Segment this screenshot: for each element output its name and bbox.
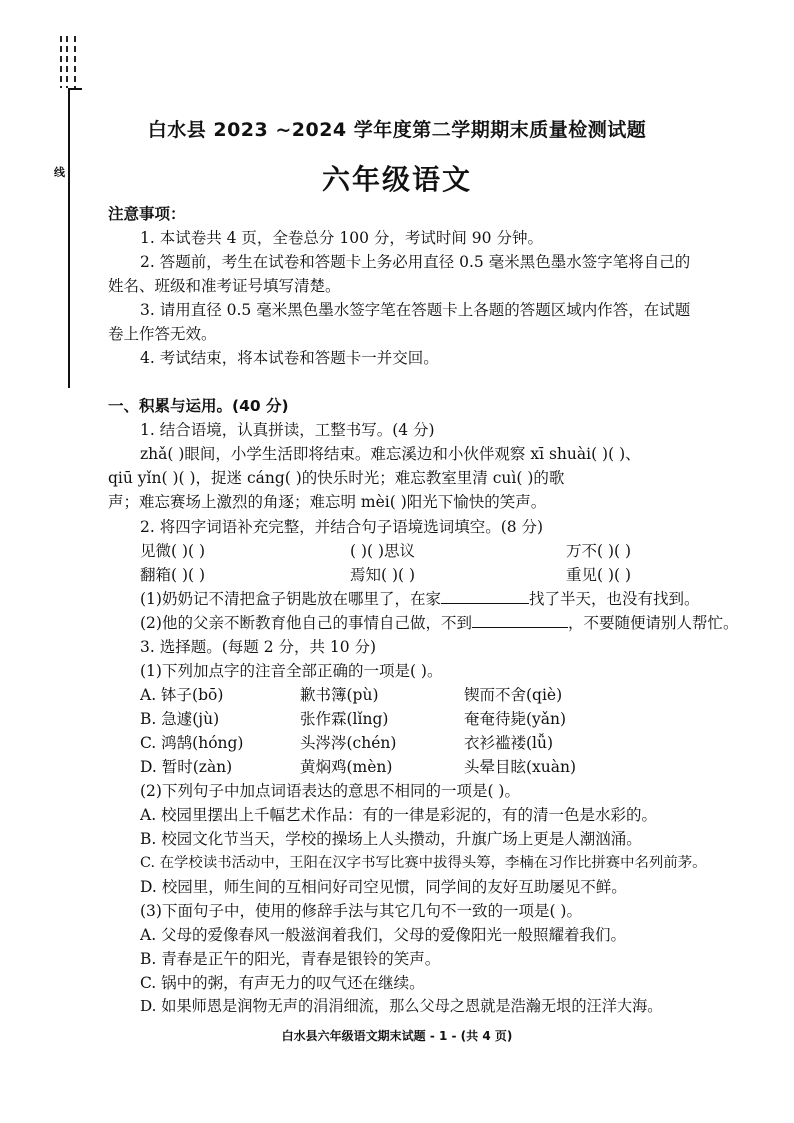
q2-idiom: 翻箱( )( ) bbox=[140, 566, 206, 584]
q2-idiom: ( )( )思议 bbox=[350, 542, 416, 560]
q3-1-option-d: 黄焖鸡(mèn) bbox=[300, 758, 393, 776]
q3-2-option-d: D. 校园里，师生间的互相问好司空见惯，同学间的友好互助屡见不鲜。 bbox=[140, 878, 627, 896]
margin-dash-line bbox=[66, 36, 68, 88]
q1-line-1: zhǎ( )眼间，小学生活即将结束。难忘溪边和小伙伴观察 xī shuài( )( )、 bbox=[140, 445, 641, 463]
note-4: 4. 考试结束，将本试卷和答题卡一并交回。 bbox=[140, 349, 439, 367]
q3-3-option-a: A. 父母的爱像春风一般滋润着我们，父母的爱像阳光一般照耀着我们。 bbox=[140, 926, 627, 944]
q2-sentence-2 bbox=[140, 611, 738, 633]
q3-1-option-d: 头晕目眩(xuàn) bbox=[464, 758, 577, 776]
exam-subject: 六年级语文 bbox=[321, 163, 472, 196]
margin-dash-line bbox=[74, 36, 76, 88]
q1-line-3: 声；难忘赛场上激烈的角逐；难忘明 mèi( )阳光下愉快的笑声。 bbox=[108, 493, 547, 511]
note-1: 1. 本试卷共 4 页，全卷总分 100 分，考试时间 90 分钟。 bbox=[140, 229, 543, 247]
q2-sentence-1 bbox=[140, 587, 699, 609]
margin-dash-line bbox=[60, 36, 62, 88]
note-2: 2. 答题前，考生在试卷和答题卡上务必用直径 0.5 毫米黑色墨水签字笔将自己的 bbox=[140, 253, 691, 271]
note-3: 3. 请用直径 0.5 毫米黑色墨水签字笔在答题卡上各题的答题区域内作答，在试题 bbox=[140, 301, 691, 319]
q3-2-stem: (2)下列句子中加点词语表达的意思不相同的一项是( )。 bbox=[140, 782, 520, 800]
q3-1-stem: (1)下列加点字的注音全部正确的一项是( )。 bbox=[140, 662, 443, 680]
note-3-cont: 卷上作答无效。 bbox=[108, 325, 217, 343]
q2-sentence-1-text: (1)奶奶记不清把盒子钥匙放在哪里了，在家 bbox=[140, 590, 441, 608]
q3-2-option-c: C. 在学校读书活动中，王阳在汉字书写比赛中拔得头筹，李楠在习作比拼赛中名列前茅。 bbox=[140, 855, 707, 871]
q3-1-option-a: A. 钵子(bō) bbox=[140, 686, 224, 704]
binding-label: 线 bbox=[54, 166, 65, 179]
q1-line-2: qiū yǐn( )( )，捉迷 cáng( )的快乐时光；难忘教室里清 cuì( )的歌 bbox=[108, 469, 565, 487]
q2-idiom: 见微( )( ) bbox=[140, 542, 206, 560]
q3-3-option-c: C. 锅中的粥，有声无力的叹气还在继续。 bbox=[140, 974, 425, 992]
q3-1-option-c: 衣衫褴褛(lǚ) bbox=[464, 734, 554, 752]
q2-idiom: 焉知( )( ) bbox=[350, 566, 416, 584]
page-footer: 白水县六年级语文期末试题 - 1 - (共 4 页) bbox=[281, 1029, 513, 1043]
q3-1-option-d: D. 暂时(zàn) bbox=[140, 758, 233, 776]
q3-2-option-b: B. 校园文化节当天，学校的操场上人头攒动，升旗广场上更是人潮汹涌。 bbox=[140, 830, 642, 848]
q3-1-option-b: 张作霖(lǐng) bbox=[300, 710, 389, 728]
note-2-cont: 姓名、班级和准考证号填写清楚。 bbox=[108, 277, 341, 295]
q3-2-option-a: A. 校园里摆出上千幅艺术作品：有的一律是彩泥的，有的清一色是水彩的。 bbox=[140, 806, 658, 824]
q2-idiom: 万不( )( ) bbox=[566, 542, 632, 560]
q2-sentence-2-text: (2)他的父亲不断教育他自己的事情自己做，不到 bbox=[140, 614, 472, 632]
q3-3-option-b: B. 青春是正午的阳光，青春是银铃的笑声。 bbox=[140, 950, 441, 968]
q2-sentence-1-end: 找了半天，也没有找到。 bbox=[528, 590, 700, 608]
q3-1-option-c: 头涔涔(chén) bbox=[300, 734, 397, 752]
exam-title: 白水县 2023 ~2024 学年度第二学期期末质量检测试题 bbox=[147, 119, 647, 141]
q1-prompt: 1. 结合语境，认真拼读，工整书写。(4 分) bbox=[140, 421, 435, 439]
margin-rule bbox=[68, 88, 82, 90]
q3-3-stem: (3)下面句子中，使用的修辞手法与其它几句不一致的一项是( )。 bbox=[140, 902, 582, 920]
q2-blank-1[interactable] bbox=[441, 589, 529, 604]
binding-margin bbox=[52, 36, 82, 376]
q3-1-option-a: 锲而不舍(qiè) bbox=[464, 686, 563, 704]
q3-1-option-c: C. 鸿鹄(hóng) bbox=[140, 734, 244, 752]
q3-3-option-d: D. 如果师恩是润物无声的涓涓细流，那么父母之恩就是浩瀚无垠的汪洋大海。 bbox=[140, 997, 663, 1015]
q2-blank-2[interactable] bbox=[472, 613, 568, 628]
section-1-heading: 一、积累与运用。(40 分) bbox=[108, 397, 289, 415]
q2-sentence-2-end: ，不要随便请别人帮忙。 bbox=[567, 614, 739, 632]
q3-1-option-b: B. 急遽(jù) bbox=[140, 710, 220, 728]
notes-heading: 注意事项： bbox=[108, 205, 186, 223]
q3-prompt: 3. 选择题。(每题 2 分，共 10 分) bbox=[140, 638, 377, 656]
q3-1-option-a: 歉书簿(pù) bbox=[300, 686, 379, 704]
q2-idiom: 重见( )( ) bbox=[566, 566, 632, 584]
q2-prompt: 2. 将四字词语补充完整，并结合句子语境选词填空。(8 分) bbox=[140, 518, 544, 536]
q3-1-option-b: 奄奄待毙(yǎn) bbox=[464, 710, 567, 728]
